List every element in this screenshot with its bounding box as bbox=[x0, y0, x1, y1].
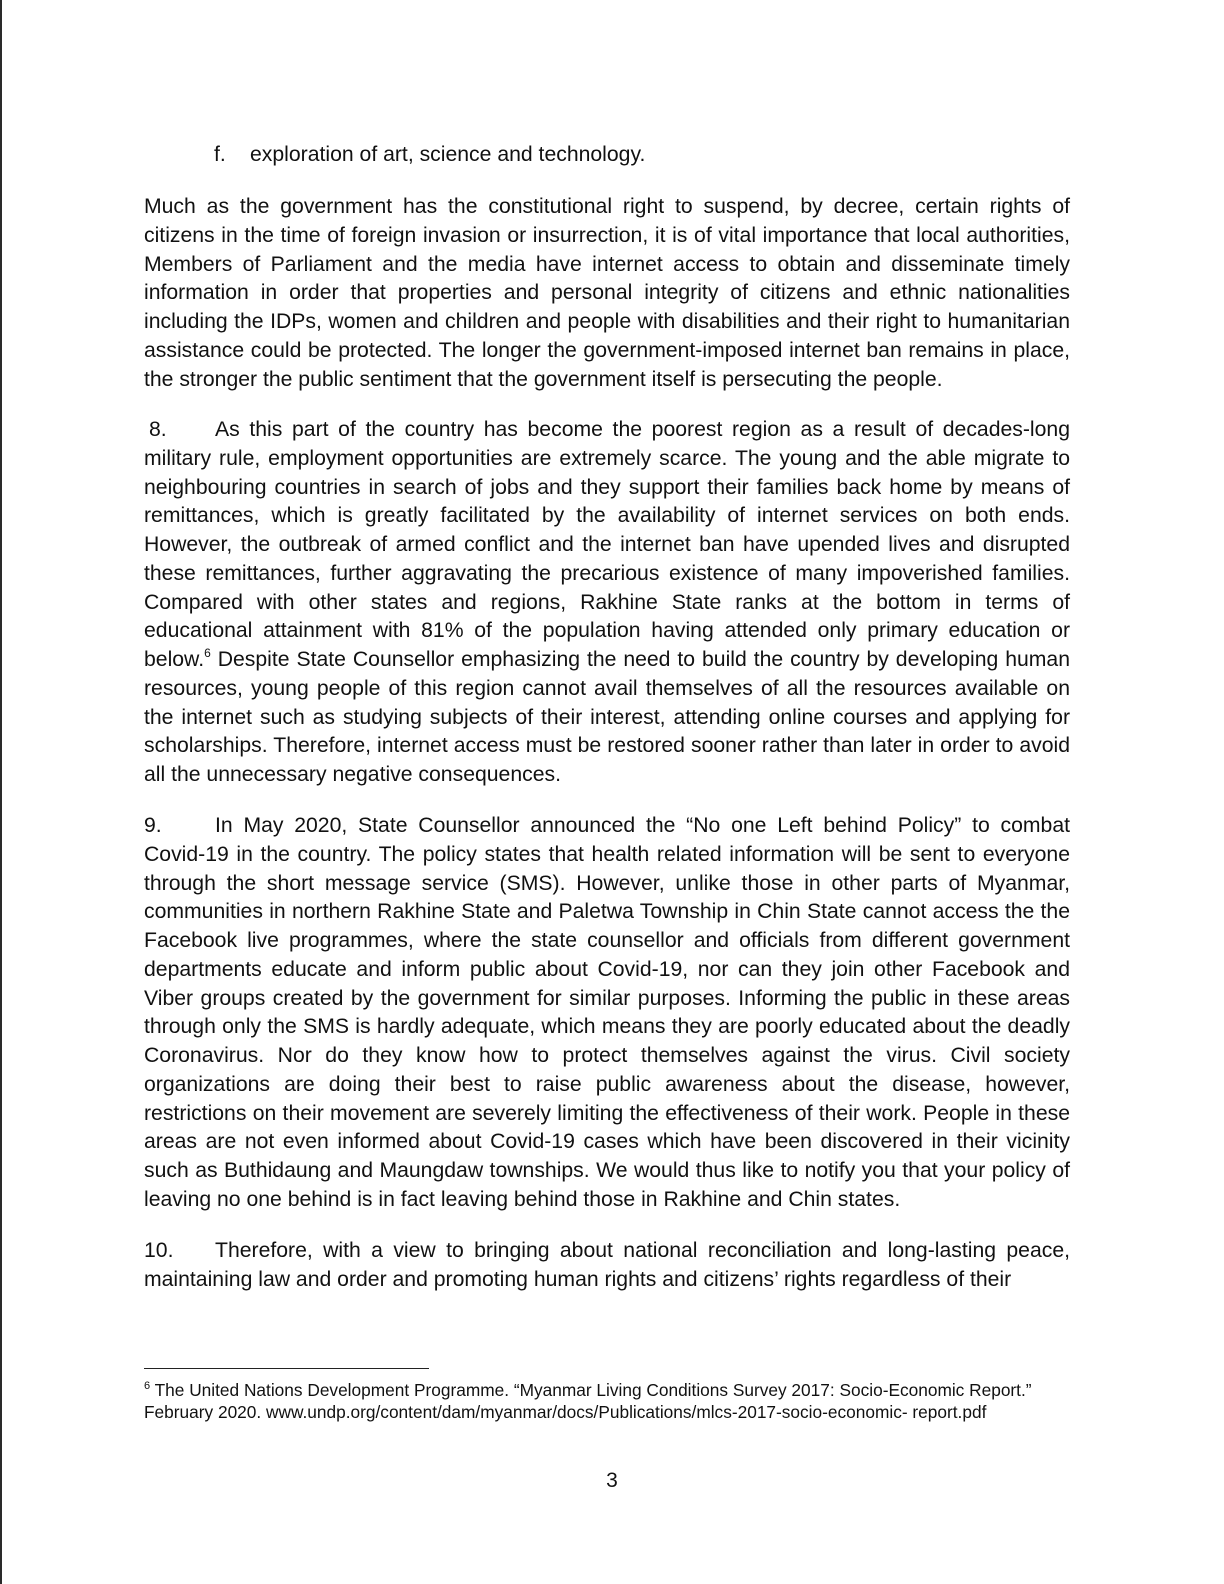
footnote bbox=[144, 1380, 1074, 1423]
paragraph-intro: Much as the government has the constitutional right to suspend, by decree, certain rights of citizens in the time of foreign invasion or insurrection, it is of vital importance that local authorities, Members of Parliament and the media have internet access to obtain and disseminate timely information in order that properties and personal integrity of citizens and ethnic nationalities including the IDPs, women and children and people with disabilities and their right to humanitarian assistance could be protected. The longer the government-imposed internet ban remains in place, the stronger the public sentiment that the government itself is persecuting the people. bbox=[144, 195, 1070, 391]
paragraph-9-text: In May 2020, State Counsellor announced the “No one Left behind Policy” to combat Covid-19 in the country. The policy states that health related information will be sent to everyone through the short message service (SMS). However, unlike those in other parts of Myanmar, communities in northern Rakhine State and Paletwa Township in Chin State cannot access the the Facebook live programmes, where the state counsellor and officials from different government departments educate and inform public about Covid-19, nor can they join other Facebook and Viber groups created by the government for similar purposes. Informing the public in these areas through only the SMS is hardly adequate, which means they are poorly educated about the deadly Coronavirus. Nor do they know how to protect themselves against the virus. Civil society organizations are doing their best to raise public awareness about the disease, however, restrictions on their movement are severely limiting the effectiveness of their work. People in these areas are not even informed about Covid-19 cases which have been discovered in their vicinity such as Buthidaung and Maungdaw townships. We would thus like to notify you that your policy of leaving no one behind is in fact leaving behind those in Rakhine and Chin states. bbox=[144, 814, 1070, 1211]
paragraph-8-text-b: Despite State Counsellor emphasizing the need to build the country by developing human resources, young people of this region cannot avail themselves of all the resources available on the internet such as studying subjects of their interest, attending online courses and applying for scholarships. Therefore, internet access must be restored sooner rather than later in order to avoid all the unnecessary negative consequences. bbox=[144, 648, 1070, 786]
page-number: 3 bbox=[606, 1469, 618, 1492]
list-item-text: exploration of art, science and technology. bbox=[250, 143, 646, 166]
list-marker: f. bbox=[214, 143, 226, 166]
paragraph-10 bbox=[144, 1237, 1070, 1295]
paragraph-8 bbox=[144, 416, 1070, 790]
paragraph-number: 8. bbox=[149, 418, 167, 441]
footnote-text: The United Nations Development Programme. “Myanmar Living Conditions Survey 2017: Socio-Economic Report.” February 2020. www.undp.org/content/dam/myanmar/docs/Publications/mlcs-2017-socio-economic- report.pdf bbox=[144, 1380, 1032, 1422]
paragraph-8-text-a: As this part of the country has become the poorest region as a result of decades-long military rule, employment opportunities are extremely scarce. The young and the able migrate to neighbouring countries in search of jobs and they support their families back home by means of remittances, which is greatly facilitated by the availability of internet services on both ends. However, the outbreak of armed conflict and the internet ban have upended lives and disrupted these remittances, further aggravating the precarious existence of many impoverished families. Compared with other states and regions, Rakhine State ranks at the bottom in terms of educational attainment with 81% of the population having attended only primary education or below. bbox=[144, 418, 1070, 671]
paragraph-number: 10. bbox=[144, 1239, 174, 1262]
footnote-separator bbox=[144, 1368, 429, 1369]
footnote-reference[interactable]: 6 bbox=[204, 646, 211, 660]
paragraph-number: 9. bbox=[144, 814, 162, 837]
paragraph-9 bbox=[144, 812, 1070, 1215]
list-item-f bbox=[214, 141, 645, 170]
footnote-number: 6 bbox=[144, 1380, 151, 1392]
paragraph-10-text: Therefore, with a view to bringing about national reconciliation and long-lasting peace, maintaining law and order and promoting human rights and citizens’ rights regardless of their bbox=[144, 1239, 1070, 1291]
page-left-border bbox=[0, 0, 2, 1584]
